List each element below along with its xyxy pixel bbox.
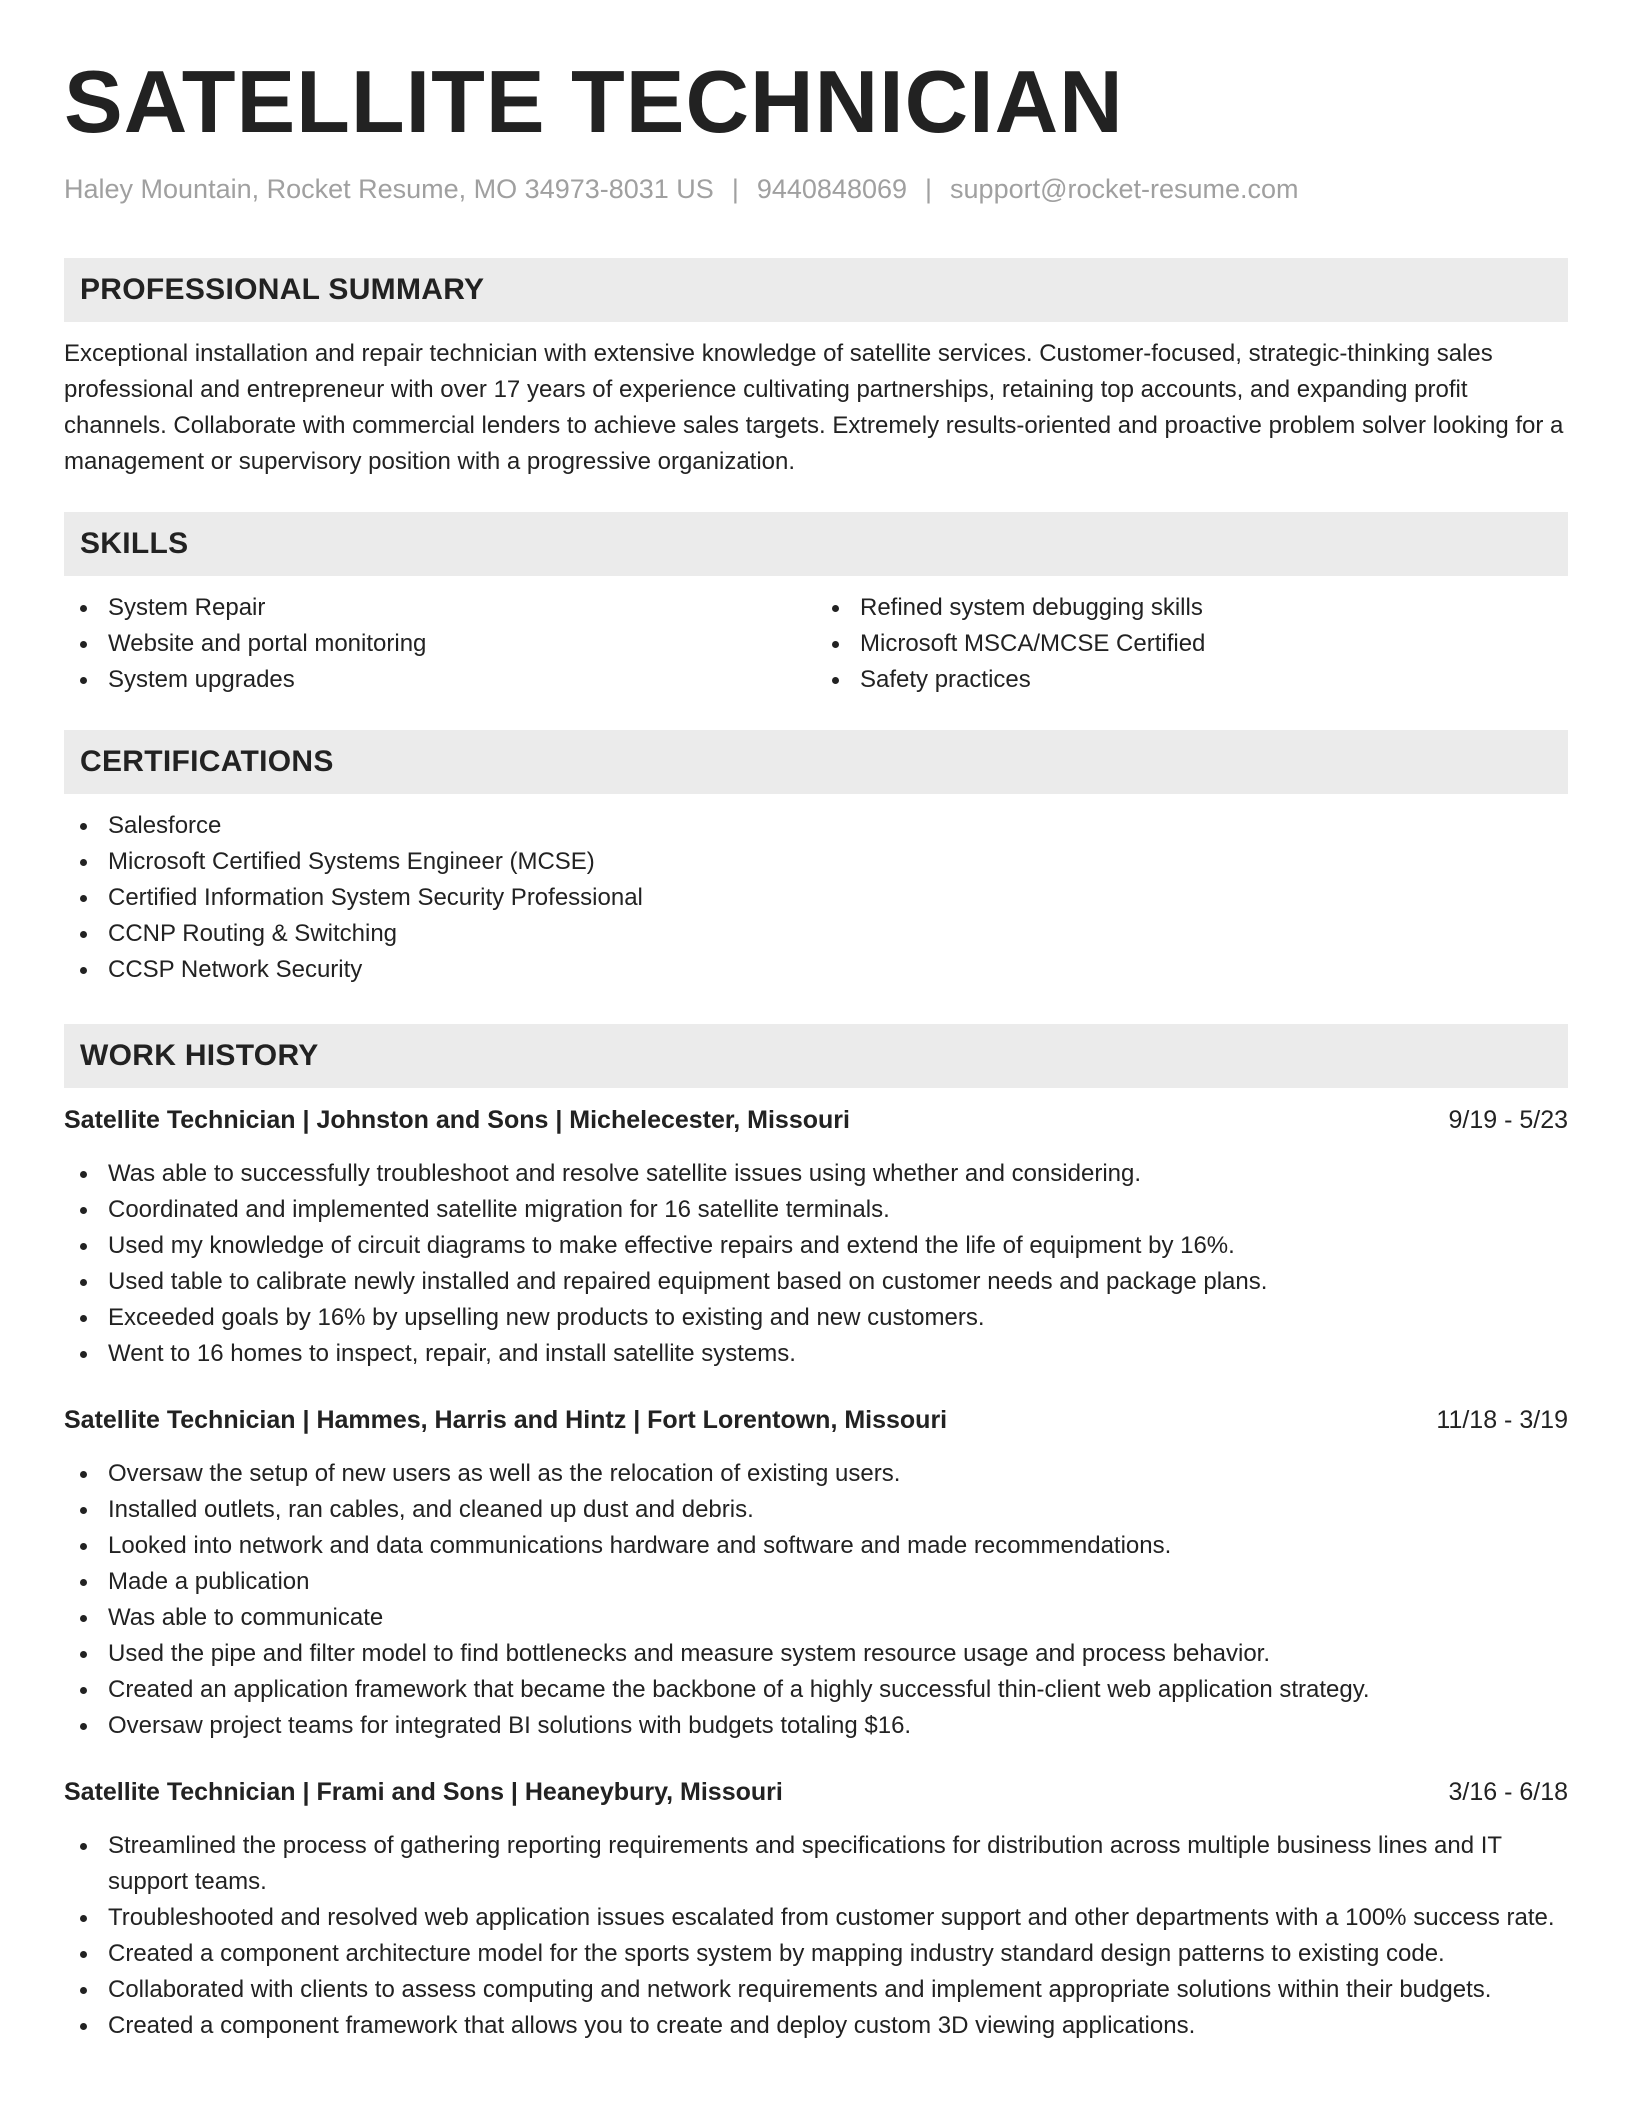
resume-title: SATELLITE TECHNICIAN — [64, 52, 1124, 151]
job-entry — [64, 1774, 1568, 2044]
work-history-heading: WORK HISTORY — [64, 1024, 1568, 1088]
job-header — [64, 1774, 1568, 1810]
contact-email[interactable]: support@rocket-resume.com — [950, 174, 1299, 204]
contact-address: Haley Mountain, Rocket Resume, MO 34973-8031 US — [64, 174, 714, 204]
skill-item: System Repair — [64, 590, 816, 626]
summary-heading: PROFESSIONAL SUMMARY — [64, 258, 1568, 322]
contact-separator: | — [731, 174, 739, 204]
skills-list-left — [64, 590, 816, 698]
job-dates: 11/18 - 3/19 — [1436, 1406, 1568, 1434]
job-bullet: Collaborated with clients to assess computing and network requirements and implement appropriate solutions within their budgets. — [64, 1972, 1568, 2008]
job-bullet: Exceeded goals by 16% by upselling new products to existing and new customers. — [64, 1300, 1568, 1336]
skills-heading: SKILLS — [64, 512, 1568, 576]
job-bullet-list — [64, 1156, 1568, 1372]
job-bullet: Installed outlets, ran cables, and cleaned up dust and debris. — [64, 1492, 1568, 1528]
certification-item: Microsoft Certified Systems Engineer (MCSE) — [64, 844, 1568, 880]
skill-item: Microsoft MSCA/MCSE Certified — [816, 626, 1568, 662]
skill-item: System upgrades — [64, 662, 816, 698]
certifications-list — [64, 808, 1568, 988]
skills-column-left — [64, 590, 816, 698]
job-bullet: Made a publication — [64, 1564, 1568, 1600]
job-header — [64, 1102, 1568, 1138]
certification-item: Salesforce — [64, 808, 1568, 844]
job-bullet: Created a component framework that allows you to create and deploy custom 3D viewing applications. — [64, 2008, 1568, 2044]
job-bullet: Troubleshooted and resolved web application issues escalated from customer support and other departments with a 100% success rate. — [64, 1900, 1568, 1936]
job-bullet: Was able to communicate — [64, 1600, 1568, 1636]
contact-line — [64, 172, 1568, 206]
job-bullet: Oversaw project teams for integrated BI solutions with budgets totaling $16. — [64, 1708, 1568, 1744]
job-bullet: Used table to calibrate newly installed and repaired equipment based on customer needs and package plans. — [64, 1264, 1568, 1300]
job-bullet: Streamlined the process of gathering reporting requirements and specifications for distribution across multiple business lines and IT support teams. — [64, 1828, 1568, 1900]
job-bullet: Used the pipe and filter model to find bottlenecks and measure system resource usage and process behavior. — [64, 1636, 1568, 1672]
work-history-list — [64, 1102, 1568, 2044]
summary-text: Exceptional installation and repair technician with extensive knowledge of satellite services. Customer-focused, strategic-thinking sales professional and entrepreneur with over 17 years of experience cultivating partnerships, retaining top accounts, and expanding profit channels. Collaborate with commercial lenders to achieve sales targets. Extremely results-oriented and proactive problem solver looking for a management or supervisory position with a progressive organization. — [64, 340, 1564, 475]
contact-separator: | — [925, 174, 933, 204]
job-title: Satellite Technician | Frami and Sons | Heaneybury, Missouri — [64, 1778, 783, 1806]
skill-item: Refined system debugging skills — [816, 590, 1568, 626]
job-dates: 9/19 - 5/23 — [1448, 1106, 1568, 1134]
job-bullet: Looked into network and data communications hardware and software and made recommendations. — [64, 1528, 1568, 1564]
skills-grid — [64, 590, 1568, 698]
certifications-heading: CERTIFICATIONS — [64, 730, 1568, 794]
job-dates: 3/16 - 6/18 — [1448, 1778, 1568, 1806]
job-bullet: Was able to successfully troubleshoot and resolve satellite issues using whether and considering. — [64, 1156, 1568, 1192]
job-bullet: Oversaw the setup of new users as well as the relocation of existing users. — [64, 1456, 1568, 1492]
certification-item: Certified Information System Security Professional — [64, 880, 1568, 916]
skills-list-right — [816, 590, 1568, 698]
job-bullet: Went to 16 homes to inspect, repair, and install satellite systems. — [64, 1336, 1568, 1372]
job-title: Satellite Technician | Hammes, Harris and Hintz | Fort Lorentown, Missouri — [64, 1406, 948, 1434]
certification-item: CCSP Network Security — [64, 952, 1568, 988]
skill-item: Safety practices — [816, 662, 1568, 698]
skill-item: Website and portal monitoring — [64, 626, 816, 662]
job-bullet-list — [64, 1828, 1568, 2044]
job-title: Satellite Technician | Johnston and Sons | Michelecester, Missouri — [64, 1106, 850, 1134]
skills-column-right — [816, 590, 1568, 698]
job-bullet: Coordinated and implemented satellite migration for 16 satellite terminals. — [64, 1192, 1568, 1228]
job-bullet: Used my knowledge of circuit diagrams to make effective repairs and extend the life of equipment by 16%. — [64, 1228, 1568, 1264]
job-header — [64, 1402, 1568, 1438]
job-bullet-list — [64, 1456, 1568, 1744]
contact-phone[interactable]: 9440848069 — [756, 174, 908, 204]
job-entry — [64, 1402, 1568, 1744]
job-bullet: Created an application framework that became the backbone of a highly successful thin-client web application strategy. — [64, 1672, 1568, 1708]
job-bullet: Created a component architecture model for the sports system by mapping industry standard design patterns to existing code. — [64, 1936, 1568, 1972]
certification-item: CCNP Routing & Switching — [64, 916, 1568, 952]
job-entry — [64, 1102, 1568, 1372]
